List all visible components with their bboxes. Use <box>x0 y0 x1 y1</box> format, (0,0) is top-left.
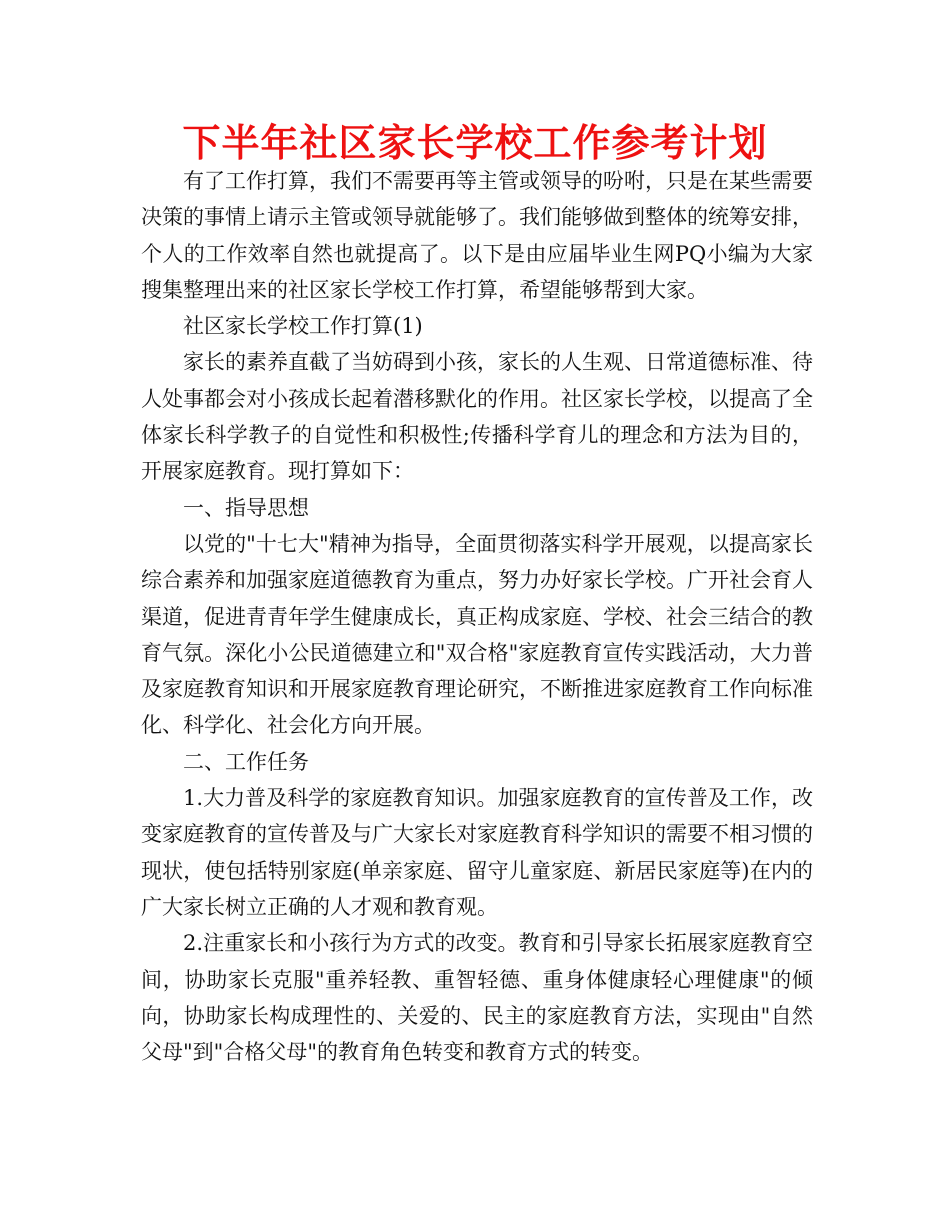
intro-paragraph: 有了工作打算，我们不需要再等主管或领导的吩咐，只是在某些需要决策的事情上请示主管或领导就能够了。我们能够做到整体的统筹安排，个人的工作效率自然也就提高了。以下是由应届毕业生网PQ小编为大家搜集整理出来的社区家长学校工作打算，希望能够帮到大家。 <box>141 169 813 302</box>
plan-heading: 社区家长学校工作打算(1) <box>183 314 423 339</box>
section-heading-guiding-ideology: 一、指导思想 <box>183 495 309 520</box>
guiding-ideology-paragraph: 以党的"十七大"精神为指导，全面贯彻落实科学开展观，以提高家长综合素养和加强家庭道德教育为重点，努力办好家长学校。广开社会育人渠道，促进青青年学生健康成长，真正构成家庭、学校、社会三结合的教育气氛。深化小公民道德建立和"双合格"家庭教育宣传实践活动，大力普及家庭教育知识和开展家庭教育理论研究，不断推进家庭教育工作向标准化、科学化、社会化方向开展。 <box>141 531 813 738</box>
plan-intro-paragraph: 家长的素养直截了当妨碍到小孩，家长的人生观、日常道德标准、待人处事都会对小孩成长起着潜移默化的作用。社区家长学校，以提高了全体家长科学教子的自觉性和积极性;传播科学育儿的理念和方法为目的，开展家庭教育。现打算如下： <box>141 350 813 484</box>
document-title: 下半年社区家长学校工作参考计划 <box>182 121 768 165</box>
document-body <box>141 163 813 1070</box>
task-1-paragraph: 1.大力普及科学的家庭教育知识。加强家庭教育的宣传普及工作，改变家庭教育的宣传普及与广大家长对家庭教育科学知识的需要不相习惯的现状，使包括特别家庭(单亲家庭、留守儿童家庭、新居民家庭等)在内的广大家长树立正确的人才观和教育观。 <box>141 786 813 919</box>
section-heading-work-tasks: 二、工作任务 <box>183 749 309 774</box>
task-2-paragraph: 2.注重家长和小孩行为方式的改变。教育和引导家长拓展家庭教育空间，协助家长克服"重养轻教、重智轻德、重身体健康轻心理健康"的倾向，协助家长构成理性的、关爱的、民主的家庭教育方法，实现由"自然父母"到"合格父母"的教育角色转变和教育方式的转变。 <box>141 931 813 1065</box>
